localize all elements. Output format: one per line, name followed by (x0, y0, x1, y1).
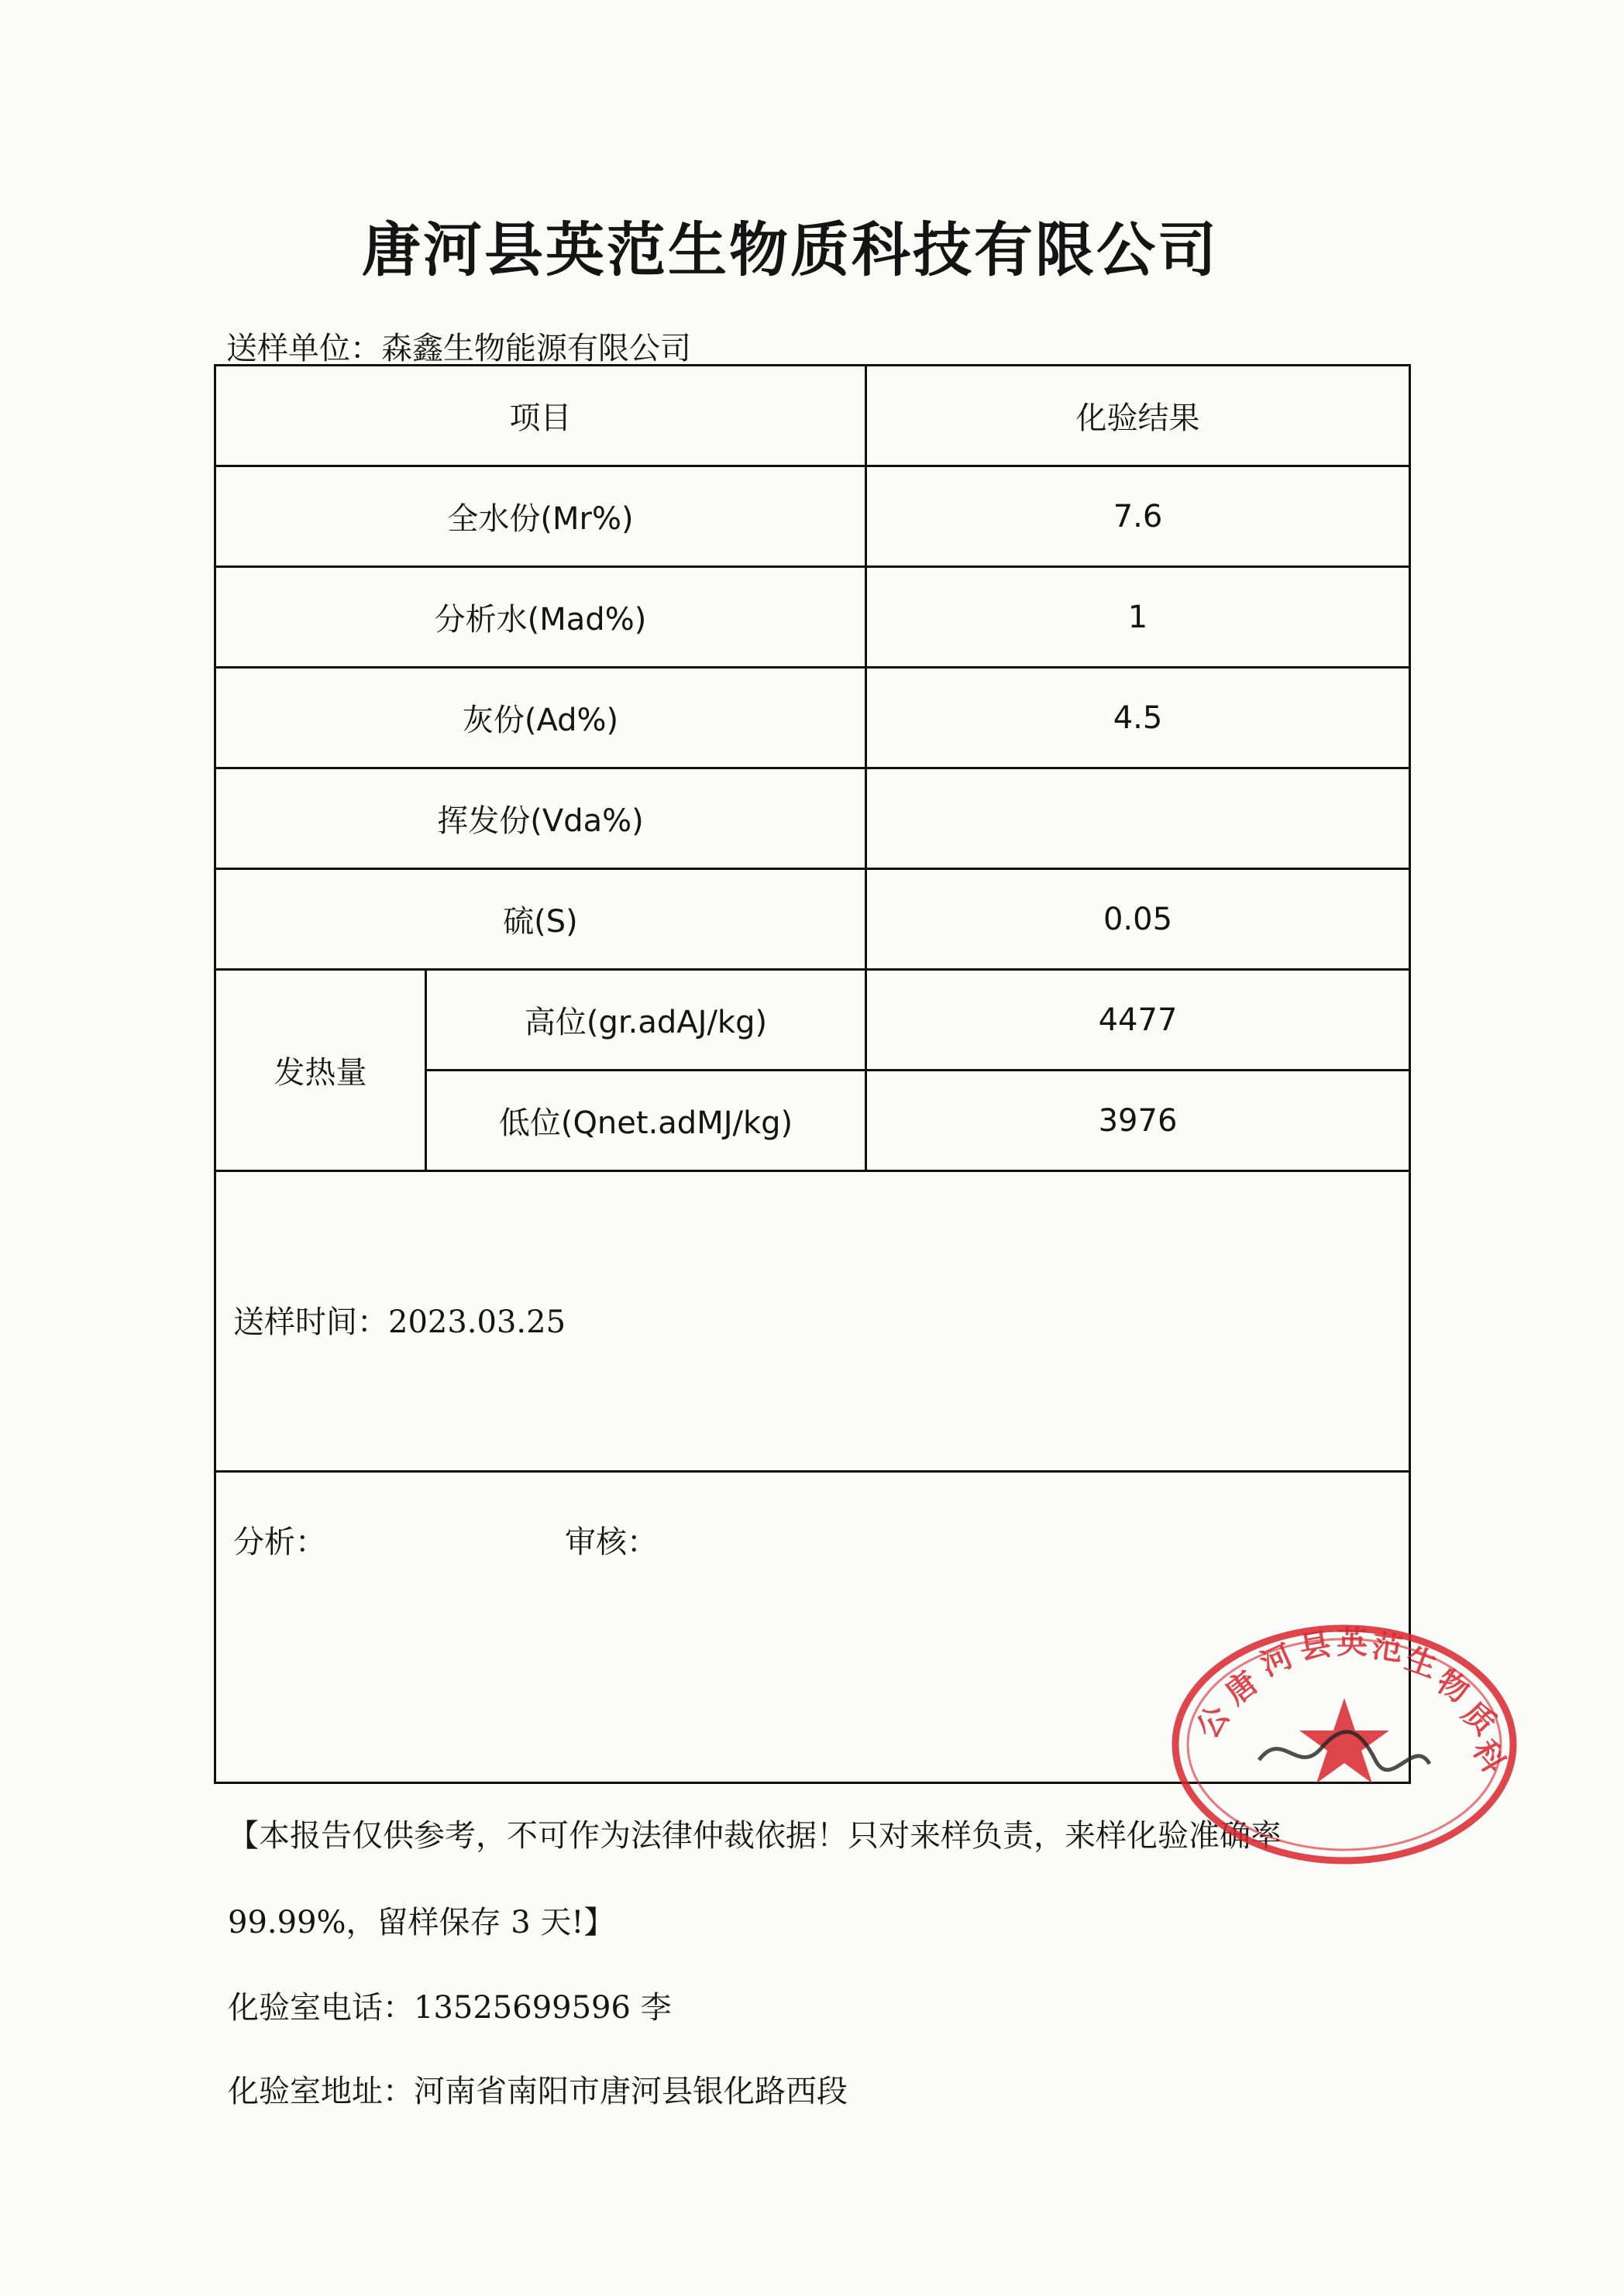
star-icon (1299, 1698, 1389, 1783)
review-label: 审核： (565, 1524, 658, 1560)
value-moisture: 7.6 (866, 466, 1410, 567)
svg-text:河: 河 (1254, 1637, 1299, 1684)
sample-time-row (215, 1171, 1410, 1472)
sample-time: 送样时间：2023.03.25 (233, 1304, 566, 1340)
sender-unit: 送样单位：森鑫生物能源有限公司 (226, 331, 691, 366)
value-ash: 4.5 (866, 668, 1410, 768)
svg-text:范: 范 (1369, 1627, 1406, 1669)
svg-text:生: 生 (1400, 1640, 1443, 1686)
item-ash: 灰份(Ad%) (215, 668, 866, 768)
report-title: 唐河县英范生物质科技有限公司 (362, 215, 1219, 284)
svg-text:唐: 唐 (1218, 1664, 1265, 1712)
svg-text:英: 英 (1337, 1624, 1368, 1661)
item-heat-high: 高位(gr.adAJ/kg) (426, 970, 866, 1071)
svg-text:公: 公 (1189, 1699, 1237, 1745)
item-heat-low: 低位(Qnet.adMJ/kg) (426, 1071, 866, 1171)
table-row (215, 668, 1410, 768)
heat-label: 发热量 (215, 970, 426, 1171)
sample-time-cell (215, 1171, 1410, 1472)
svg-text:科: 科 (1465, 1734, 1513, 1779)
table-header-row (215, 366, 1410, 466)
item-moisture: 全水份(Mr%) (215, 466, 866, 567)
analysis-label: 分析： (233, 1524, 326, 1560)
table-row (215, 970, 1410, 1071)
results-table (214, 364, 1411, 1784)
value-heat-low: 3976 (866, 1071, 1410, 1171)
disclaimer-line-2: 99.99%，留样保存 3 天!】 (228, 1905, 615, 1940)
item-volatile: 挥发份(Vda%) (215, 768, 866, 869)
svg-text:质: 质 (1454, 1694, 1503, 1743)
table-row (215, 567, 1410, 668)
value-heat-high: 4477 (866, 970, 1410, 1071)
table-row (215, 768, 1410, 869)
header-result: 化验结果 (866, 366, 1410, 466)
value-analysis-water: 1 (866, 567, 1410, 668)
table-row (215, 869, 1410, 970)
lab-phone: 化验室电话：13525699596 李 (228, 1990, 672, 2026)
table-row (215, 466, 1410, 567)
item-analysis-water: 分析水(Mad%) (215, 567, 866, 668)
item-sulfur: 硫(S) (215, 869, 866, 970)
value-sulfur: 0.05 (866, 869, 1410, 970)
value-volatile (866, 768, 1410, 869)
header-item: 项目 (215, 366, 866, 466)
company-seal (1166, 1613, 1522, 1876)
svg-text:物: 物 (1430, 1662, 1476, 1710)
svg-text:县: 县 (1296, 1625, 1334, 1667)
disclaimer-line-1: 【本报告仅供参考，不可作为法律仲裁依据！只对来样负责，来样化验准确率 (228, 1818, 1282, 1854)
lab-address: 化验室地址：河南省南阳市唐河县银化路西段 (228, 2074, 848, 2109)
